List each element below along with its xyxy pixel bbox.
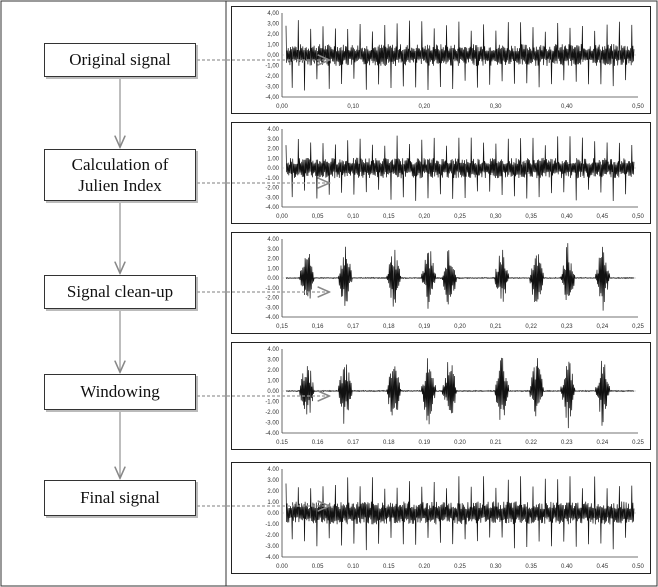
- y-tick-label: 4.00: [267, 237, 279, 243]
- y-tick-label: 0.00: [267, 166, 279, 172]
- x-tick-label: 0.15: [276, 440, 288, 446]
- signal-panel-cleanup: [231, 232, 651, 334]
- x-tick-label: 0.25: [454, 564, 466, 570]
- signal-plot: [232, 343, 650, 449]
- step-box-original-signal: Original signal: [44, 43, 196, 77]
- x-tick-label: 0,50: [632, 214, 644, 220]
- x-tick-label: 0,30: [489, 214, 502, 220]
- signal-panel-julien-index: [231, 122, 651, 224]
- x-tick-label: 0.22: [525, 440, 538, 446]
- y-tick-label: -1.00: [265, 522, 279, 528]
- y-tick-label: 1,00: [267, 42, 279, 49]
- x-tick-label: 0,00: [276, 214, 288, 220]
- signal-panel-final: [231, 462, 651, 574]
- y-tick-label: 4,00: [267, 11, 279, 17]
- y-tick-label: 2.00: [267, 146, 279, 153]
- y-tick-label: -4.00: [265, 555, 279, 561]
- signal-trace: [286, 243, 634, 311]
- step-box-julien-index: Calculation of Julien Index: [44, 149, 196, 201]
- y-tick-label: 1.00: [267, 378, 279, 385]
- signal-trace: [286, 20, 634, 90]
- y-tick-label: -3.00: [265, 305, 279, 312]
- signal-plot: [232, 463, 650, 573]
- x-tick-label: 0.45: [596, 564, 609, 570]
- step-box-final-signal: Final signal: [44, 480, 196, 516]
- y-tick-label: -3.00: [265, 420, 279, 427]
- y-tick-label: -2.00: [265, 295, 279, 302]
- y-tick-label: 0.00: [267, 276, 279, 282]
- y-tick-label: -2.00: [265, 410, 279, 416]
- x-tick-label: 0.30: [489, 564, 502, 570]
- signal-trace: [286, 136, 634, 201]
- x-tick-label: 0.05: [311, 564, 324, 570]
- signal-plot: [232, 233, 650, 333]
- x-tick-label: 0,19: [418, 324, 431, 330]
- x-tick-label: 0,25: [632, 324, 644, 330]
- y-tick-label: -4.00: [265, 315, 279, 321]
- signal-trace: [286, 476, 634, 550]
- step-box-signal-cleanup: Signal clean-up: [44, 275, 196, 309]
- y-tick-label: 3.00: [267, 136, 279, 143]
- x-tick-label: 0,40: [560, 214, 573, 220]
- y-tick-label: -3.00: [265, 544, 279, 550]
- x-tick-label: 0.17: [347, 440, 360, 446]
- y-tick-label: -4.00: [265, 431, 279, 437]
- y-tick-label: 2.00: [267, 489, 279, 495]
- x-tick-label: 0.18: [382, 440, 395, 446]
- x-tick-label: 0,25: [454, 214, 466, 220]
- y-tick-label: 3.00: [267, 478, 279, 484]
- y-tick-label: -1.00: [265, 175, 279, 182]
- y-tick-label: 2.00: [267, 256, 279, 263]
- x-tick-label: 0.15: [382, 564, 395, 570]
- x-tick-label: 0,21: [489, 324, 502, 330]
- y-tick-label: -1.00: [265, 285, 279, 292]
- x-tick-label: 0.21: [489, 440, 502, 446]
- x-tick-label: 0,50: [632, 104, 644, 110]
- signal-plot: [232, 7, 650, 113]
- x-tick-label: 0,00: [276, 104, 288, 110]
- x-tick-label: 0,40: [560, 104, 573, 110]
- x-tick-label: 0,17: [347, 324, 360, 330]
- signal-panel-original: [231, 6, 651, 114]
- x-tick-label: 0.23: [560, 440, 573, 446]
- x-tick-label: 0.24: [596, 440, 609, 446]
- y-tick-label: -3,00: [265, 84, 279, 91]
- x-tick-label: 0,23: [560, 324, 573, 330]
- x-tick-label: 0.16: [311, 440, 324, 446]
- y-tick-label: 0.00: [267, 511, 279, 517]
- signal-plot: [232, 123, 650, 223]
- y-tick-label: -3.00: [265, 195, 279, 202]
- x-tick-label: 0.20: [454, 440, 466, 446]
- y-tick-label: 2,00: [267, 32, 279, 38]
- y-tick-label: 3,00: [267, 21, 279, 28]
- x-tick-label: 0,15: [276, 324, 288, 330]
- x-tick-label: 0.10: [347, 564, 360, 570]
- x-tick-label: 0,24: [596, 324, 609, 330]
- x-tick-label: 0.50: [632, 564, 644, 570]
- y-tick-label: -2,00: [265, 74, 279, 80]
- y-tick-label: 1.00: [267, 500, 279, 506]
- x-tick-label: 0.20: [418, 564, 431, 570]
- y-tick-label: 0.00: [267, 389, 279, 395]
- y-tick-label: -4,00: [265, 95, 279, 101]
- y-tick-label: -2.00: [265, 185, 279, 192]
- x-tick-label: 0,30: [489, 104, 502, 110]
- signal-panel-windowing: [231, 342, 651, 450]
- x-tick-label: 0,20: [418, 104, 431, 110]
- y-tick-label: 0,00: [267, 53, 279, 59]
- x-tick-label: 0,15: [382, 214, 395, 220]
- x-tick-label: 0,20: [418, 214, 431, 220]
- y-tick-label: 4.00: [267, 347, 279, 353]
- step-box-windowing: Windowing: [44, 374, 196, 410]
- signal-trace: [286, 358, 634, 428]
- y-tick-label: 3.00: [267, 246, 279, 253]
- x-tick-label: 0,35: [525, 214, 538, 220]
- x-tick-label: 0.35: [525, 564, 538, 570]
- x-tick-label: 0,10: [347, 214, 360, 220]
- y-tick-label: 4.00: [267, 127, 279, 133]
- x-tick-label: 0,20: [454, 324, 466, 330]
- y-tick-label: -4.00: [265, 205, 279, 211]
- x-tick-label: 0,16: [311, 324, 324, 330]
- y-tick-label: 1.00: [267, 156, 279, 163]
- x-tick-label: 0.40: [560, 564, 573, 570]
- x-tick-label: 0,45: [596, 214, 609, 220]
- x-tick-label: 0.25: [632, 440, 644, 446]
- y-tick-label: 2.00: [267, 368, 279, 374]
- x-tick-label: 0,22: [525, 324, 538, 330]
- y-tick-label: -2.00: [265, 533, 279, 539]
- x-tick-label: 0,05: [311, 214, 324, 220]
- y-tick-label: 1.00: [267, 266, 279, 273]
- y-tick-label: 4.00: [267, 467, 279, 473]
- y-tick-label: -1,00: [265, 63, 279, 70]
- x-tick-label: 0,10: [347, 104, 360, 110]
- x-tick-label: 0.00: [276, 564, 288, 570]
- x-tick-label: 0,18: [382, 324, 395, 330]
- x-tick-label: 0.19: [418, 440, 431, 446]
- y-tick-label: -1.00: [265, 399, 279, 406]
- y-tick-label: 3.00: [267, 357, 279, 364]
